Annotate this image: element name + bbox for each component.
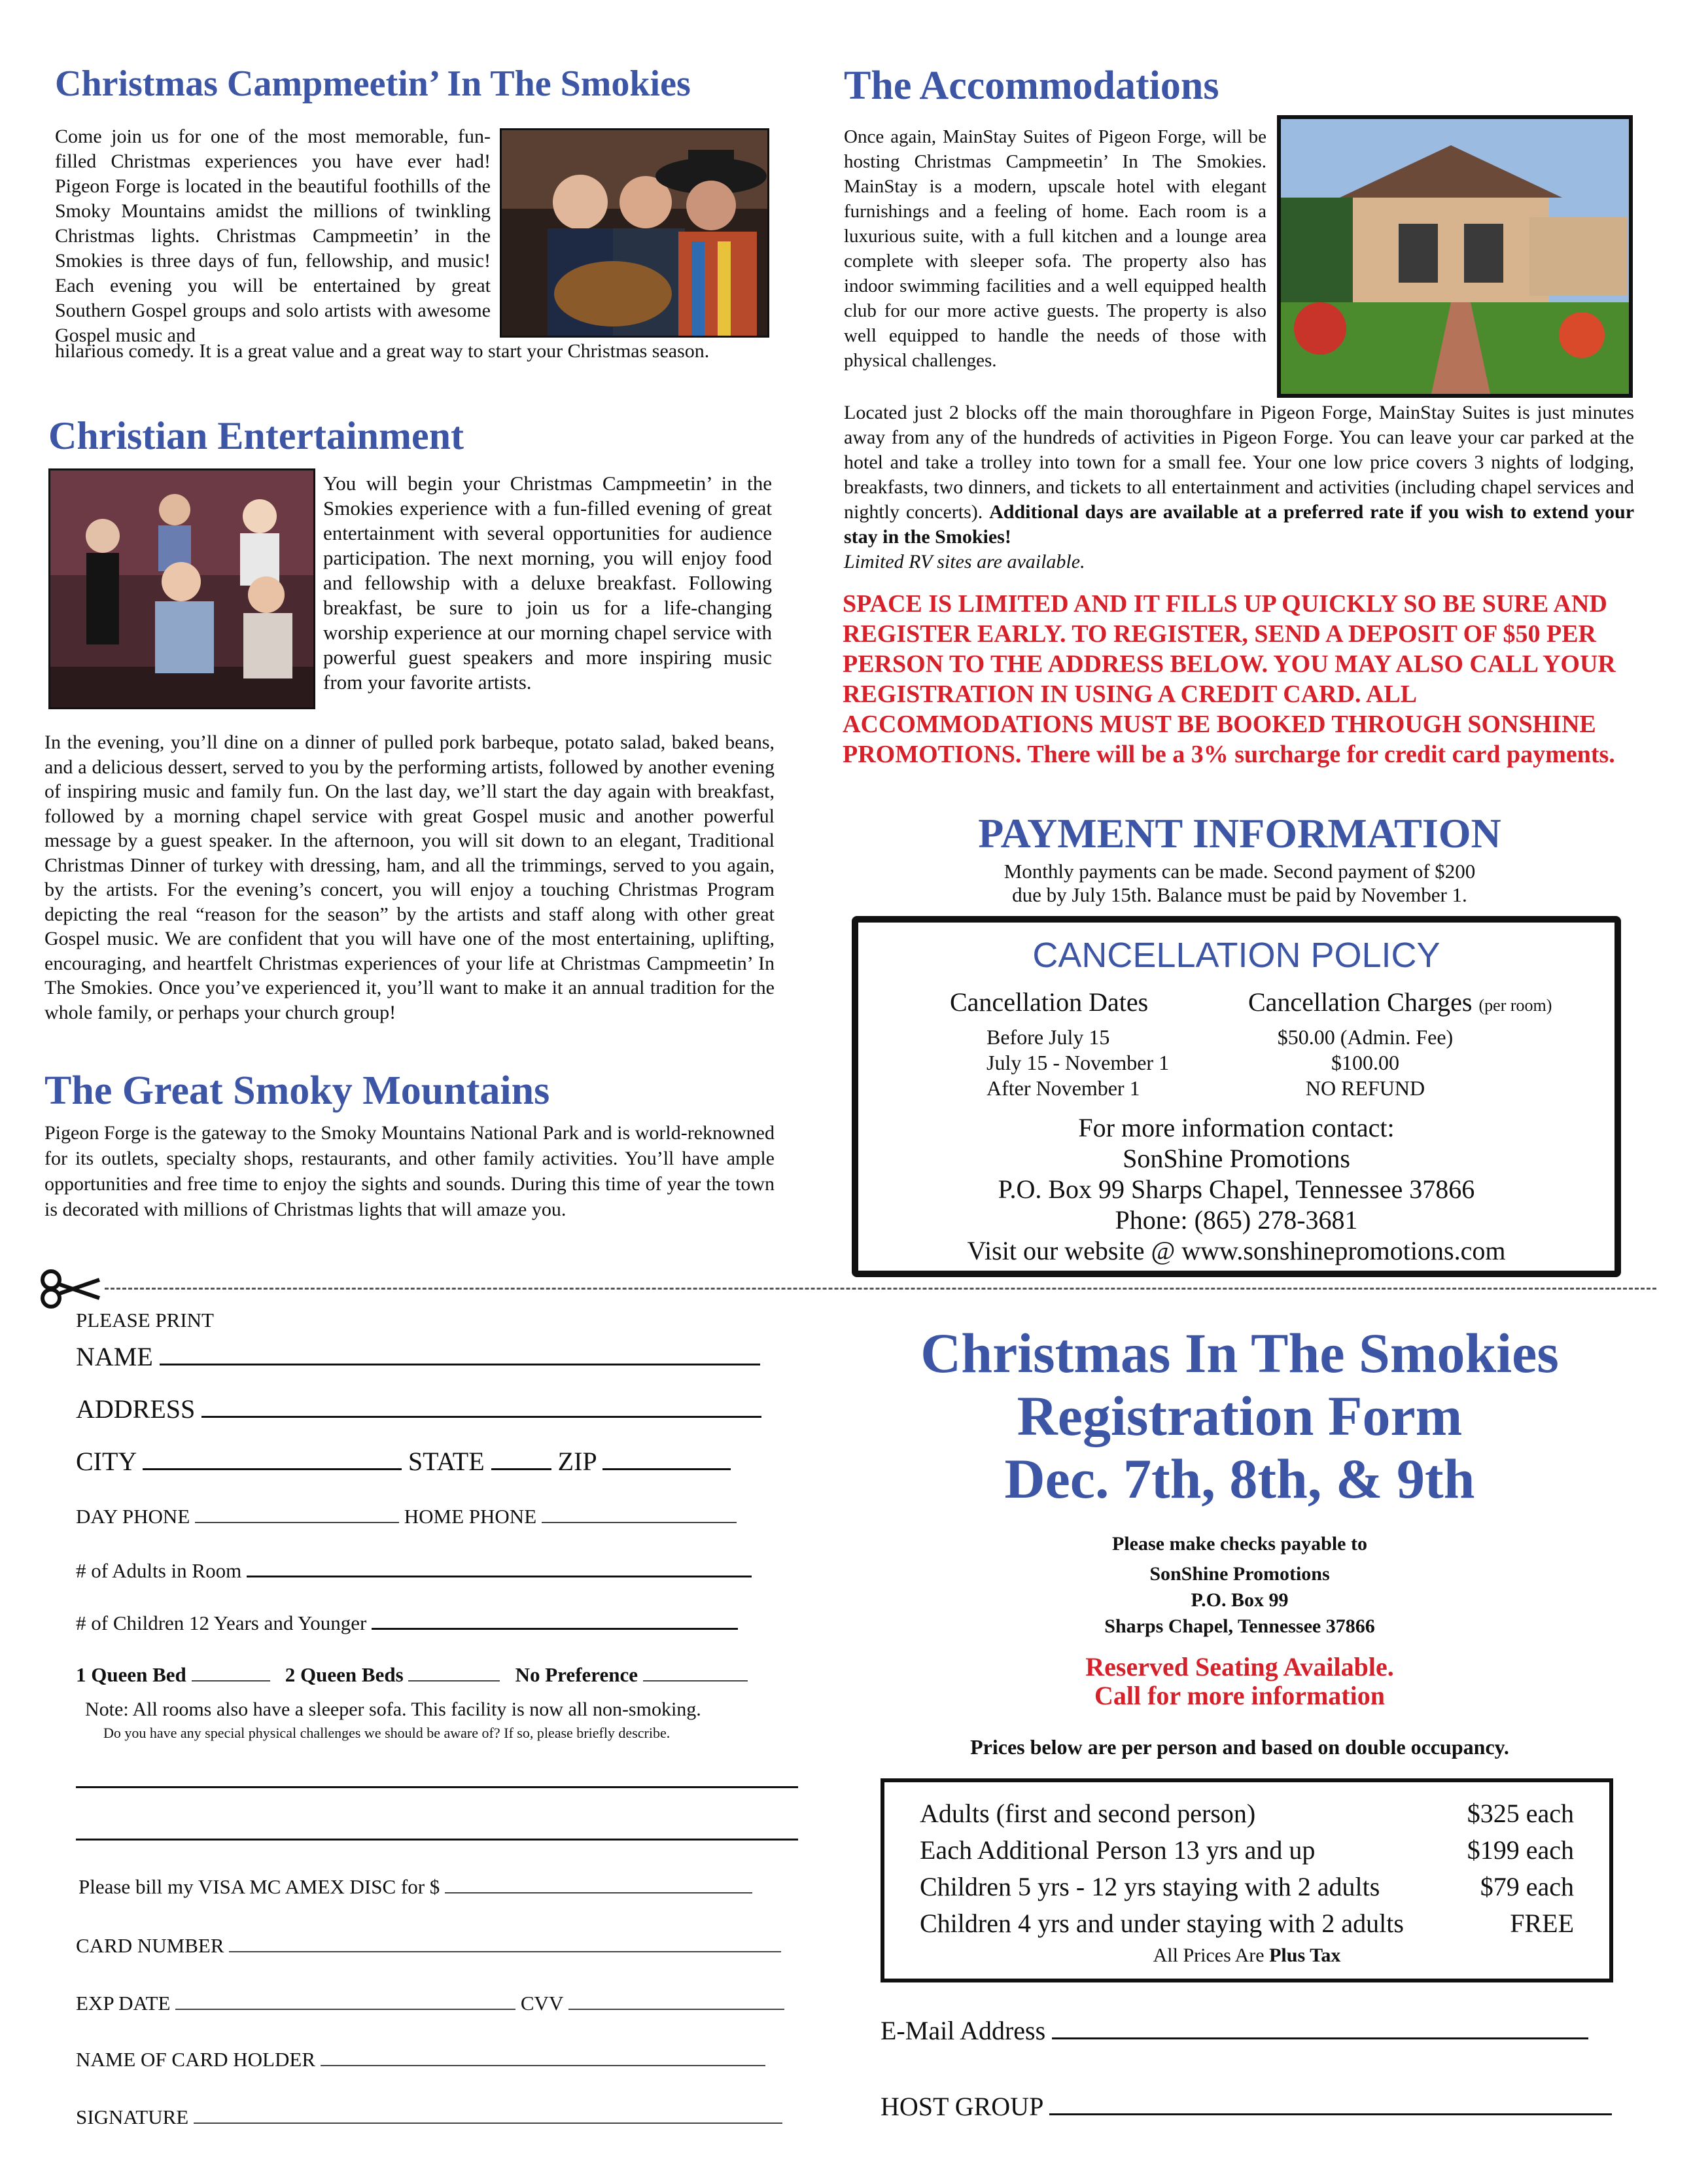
campmeetin-title: Christmas Campmeetin’ In The Smokies <box>55 63 691 104</box>
reserved-seating-line-2: Call for more information <box>1094 1681 1385 1710</box>
mountains-title: The Great Smoky Mountains <box>44 1068 550 1113</box>
registration-notice-tail: There will be a 3% surcharge for credit card payments. <box>1027 741 1615 768</box>
host-group-label: HOST GROUP <box>881 2092 1043 2121</box>
price-label: Each Additional Person 13 yrs and up <box>920 1835 1316 1865</box>
contact-company: SonShine Promotions <box>1123 1144 1350 1173</box>
host-group-input[interactable] <box>1049 2091 1612 2115</box>
cancellation-charges-list <box>1277 1025 1454 1101</box>
city-input[interactable] <box>143 1446 402 1470</box>
price-row <box>920 1869 1574 1905</box>
contact-address: P.O. Box 99 Sharps Chapel, Tennessee 37866 <box>998 1174 1475 1204</box>
day-phone-input[interactable] <box>195 1505 399 1523</box>
name-label: NAME <box>76 1342 153 1371</box>
contact-info <box>858 1112 1614 1266</box>
tax-note <box>884 1945 1609 1967</box>
price-value: $79 each <box>1480 1872 1574 1901</box>
payee-info <box>844 1531 1635 1640</box>
card-holder-label: NAME OF CARD HOLDER <box>76 2048 315 2071</box>
stage-photo <box>48 468 315 709</box>
cancellation-charge: NO REFUND <box>1305 1076 1425 1100</box>
cancellation-charge: $50.00 (Admin. Fee) <box>1277 1025 1454 1049</box>
tax-note-bold: Plus Tax <box>1269 1945 1341 1966</box>
price-row <box>920 1832 1574 1869</box>
payment-info <box>844 860 1635 907</box>
exp-cvv-field[interactable] <box>76 1992 784 2015</box>
registration-notice-caps: SPACE IS LIMITED AND IT FILLS UP QUICKLY SO BE SURE AND REGISTER EARLY. TO REGISTER, SEND A DEPOSIT OF $50 PER PERSON TO THE ADDRESS BELOW. YOU MAY ALSO CALL YOUR REGISTRATION IN USING A CREDIT CARD. ALL ACCOMMODATIONS MUST BE BOOKED THROUGH SONSHINE PROMOTIONS. <box>843 590 1616 768</box>
accommodations-title: The Accommodations <box>844 63 1219 108</box>
entertainment-body-wrap: You will begin your Christmas Campmeetin’ in the Smokies experience with a fun-filled evening of great entertainment with several opportunities for audience participation. The next morning, you will enjoy food and fellowship with a deluxe breakfast. Following breakfast, be sure to join us for a life-changing worship experience at our morning chapel service with powerful guest speakers and more inspiring music from your favorite artists. <box>323 472 772 694</box>
tax-note-prefix: All Prices Are <box>1153 1945 1265 1966</box>
signature-field[interactable] <box>76 2105 782 2129</box>
bill-amount-input[interactable] <box>445 1875 752 1893</box>
email-field[interactable] <box>881 2015 1588 2046</box>
cvv-label: CVV <box>520 1992 563 2015</box>
card-number-field[interactable] <box>76 1934 781 1958</box>
special-needs-line-1[interactable] <box>76 1786 798 1788</box>
entertainment-title: Christian Entertainment <box>48 414 464 457</box>
price-value: $199 each <box>1467 1835 1574 1865</box>
room-note: Note: All rooms also have a sleeper sofa. This facility is now all non-smoking. <box>85 1699 701 1720</box>
cancellation-charges-header <box>1248 987 1552 1017</box>
registration-title <box>844 1322 1635 1510</box>
price-label: Children 4 yrs and under staying with 2 adults <box>920 1909 1404 1938</box>
home-phone-input[interactable] <box>542 1505 737 1523</box>
address-label: ADDRESS <box>76 1394 196 1424</box>
no-preference-label: No Preference <box>515 1663 638 1686</box>
reserved-seating <box>844 1653 1635 1710</box>
host-group-field[interactable] <box>881 2091 1612 2122</box>
cancellation-dates-header: Cancellation Dates <box>950 987 1149 1017</box>
phone-field[interactable] <box>76 1505 737 1528</box>
performers-photo <box>500 128 769 338</box>
mountains-body: Pigeon Forge is the gateway to the Smoky Mountains National Park and is world-reknowned for its outlets, specialty shops, restaurants, and other family activities. You’ll have ample opportunities and free time to enjoy the sights and sounds. During this time of year the town is decorated with millions of Christmas lights that will amaze you. <box>44 1122 775 1220</box>
cancellation-dates-list <box>986 1025 1169 1101</box>
campmeetin-body-full: hilarious comedy. It is a great value and a great way to start your Christmas season. <box>55 340 710 362</box>
payment-line-1: Monthly payments can be made. Second payment of $200 <box>1004 860 1476 883</box>
payee-name: SonShine Promotions <box>1149 1563 1330 1585</box>
cut-line <box>105 1288 1656 1290</box>
please-print-label: PLEASE PRINT <box>76 1309 214 1331</box>
card-number-input[interactable] <box>229 1934 781 1952</box>
one-queen-input[interactable] <box>192 1663 270 1682</box>
price-row <box>920 1795 1574 1832</box>
registration-dates: Dec. 7th, 8th, & 9th <box>1004 1447 1475 1510</box>
zip-input[interactable] <box>602 1446 731 1470</box>
bed-preference-field[interactable] <box>76 1663 748 1687</box>
exp-date-label: EXP DATE <box>76 1992 171 2015</box>
special-needs-line-2[interactable] <box>76 1839 798 1841</box>
card-number-label: CARD NUMBER <box>76 1934 224 1957</box>
cancellation-policy-box <box>852 916 1621 1277</box>
one-queen-label: 1 Queen Bed <box>76 1663 186 1686</box>
campmeetin-body-wrap: Come join us for one of the most memorable, fun-filled Christmas experiences you have ever had! Pigeon Forge is located in the beautiful foothills of the Smoky Mountains amidst the millions of twinkling Christmas lights. Christmas Campmeetin’ in the Smokies is three days of fun, fellowship, and music! Each evening you will be entertained by great Southern Gospel groups and solo artists with awesome Gospel music and <box>55 126 491 346</box>
registration-notice <box>843 589 1635 769</box>
city-label: CITY <box>76 1447 136 1476</box>
email-label: E-Mail Address <box>881 2016 1046 2045</box>
special-needs-question: Do you have any special physical challenges we should be aware of? If so, please briefly describe. <box>103 1725 671 1741</box>
price-value: $325 each <box>1467 1799 1574 1828</box>
payee-pobox: P.O. Box 99 <box>1191 1589 1289 1611</box>
contact-phone: Phone: (865) 278-3681 <box>1115 1205 1358 1235</box>
day-phone-label: DAY PHONE <box>76 1505 190 1528</box>
home-phone-label: HOME PHONE <box>404 1505 537 1528</box>
name-field[interactable] <box>76 1341 760 1372</box>
registration-title-line-1: Christmas In The Smokies <box>920 1322 1559 1384</box>
bill-card-label: Please bill my VISA MC AMEX DISC for $ <box>79 1875 440 1898</box>
signature-input[interactable] <box>194 2105 782 2124</box>
cvv-input[interactable] <box>568 1992 784 2010</box>
contact-website[interactable]: Visit our website @ www.sonshinepromotions.com <box>967 1236 1506 1265</box>
two-queen-input[interactable] <box>408 1663 500 1682</box>
adults-label: # of Adults in Room <box>76 1559 242 1582</box>
price-row <box>920 1905 1574 1942</box>
zip-label: ZIP <box>557 1447 597 1476</box>
two-queen-label: 2 Queen Beds <box>285 1663 404 1686</box>
cancellation-date: Before July 15 <box>986 1025 1110 1049</box>
signature-label: SIGNATURE <box>76 2105 189 2128</box>
accommodations-body-italic: Limited RV sites are available. <box>844 551 1085 572</box>
contact-heading: For more information contact: <box>1078 1113 1395 1142</box>
address-input[interactable] <box>201 1394 761 1418</box>
payment-line-2: due by July 15th. Balance must be paid by November 1. <box>1012 883 1467 906</box>
hotel-photo <box>1277 115 1633 398</box>
exp-date-input[interactable] <box>175 1992 515 2010</box>
card-holder-field[interactable] <box>76 2048 765 2071</box>
no-preference-input[interactable] <box>643 1663 748 1682</box>
payee-city: Sharps Chapel, Tennessee 37866 <box>1104 1615 1375 1637</box>
accommodations-body-bold: Additional days are available at a preferred rate if you wish to extend your stay in the Smokies! <box>844 501 1635 548</box>
children-label: # of Children 12 Years and Younger <box>76 1612 367 1634</box>
children-field[interactable] <box>76 1610 738 1635</box>
state-input[interactable] <box>491 1446 551 1470</box>
scissors-icon <box>38 1269 101 1309</box>
card-holder-input[interactable] <box>321 2048 765 2066</box>
checks-payable-label: Please make checks payable to <box>1112 1533 1367 1555</box>
price-label: Children 5 yrs - 12 yrs staying with 2 adults <box>920 1872 1380 1901</box>
price-value: FREE <box>1510 1909 1574 1938</box>
entertainment-body-full: In the evening, you’ll dine on a dinner of pulled pork barbeque, potato salad, baked beans, and a delicious dessert, served to you by the performing artists, followed by another evening of inspiring music and family fun. On the last day, we’ll start the day again with breakfast, followed by a morning chapel service with great Gospel music and another powerful message by a guest speaker. In the afternoon, you will sit down to an elegant, Traditional Christmas Dinner of turkey with dressing, ham, and all the trimmings, served to you again, by the artists. For the evening’s concert, you will enjoy a touching Christmas Program depicting the real “reason for the season” by the artists and staff along with other great Gospel music. We are confident that you will have one of the most entertaining, uplifting, encouraging, and heartfelt Christmas experiences of your life at Christmas Campmeetin’ In The Smokies. Once you’ve experienced it, you’ll want to make it an annual tradition for the whole family, or perhaps your church group! <box>44 731 775 1023</box>
price-label: Adults (first and second person) <box>920 1799 1256 1828</box>
bill-card-field[interactable] <box>79 1875 752 1899</box>
cancellation-date: July 15 - November 1 <box>986 1051 1170 1074</box>
cancellation-per-room: (per room) <box>1478 996 1552 1015</box>
cancellation-charge: $100.00 <box>1331 1051 1399 1074</box>
registration-title-line-2: Registration Form <box>1017 1384 1463 1447</box>
name-input[interactable] <box>160 1341 760 1365</box>
accommodations-body-full <box>844 400 1634 574</box>
adults-field[interactable] <box>76 1557 752 1583</box>
cancellation-date: After November 1 <box>986 1076 1140 1100</box>
accommodations-body-text: Located just 2 blocks off the main thoroughfare in Pigeon Forge, MainStay Suites is just minutes away from any of the hundreds of activities in Pigeon Forge. You can leave your car parked at the hotel and take a trolley into town for a small fee. Your one low price covers 3 nights of lodging, breakfasts, two dinners, and tickets to all entertainment and activities (including chapel services and nightly concerts). <box>844 402 1634 523</box>
email-input[interactable] <box>1052 2015 1588 2039</box>
children-input[interactable] <box>372 1610 738 1630</box>
accommodations-body-wrap: Once again, MainStay Suites of Pigeon Forge, will be hosting Christmas Campmeetin’ In The Smokies. MainStay is a modern, upscale hotel with elegant furnishings and a feeling of home. Each room is a luxurious suite, with a full kitchen and a lounge area complete with sleeper sofa. The property also has indoor swimming facilities and a well equipped health club for our more active guests. The property is also well equipped to handle the needs of those with physical challenges. <box>844 126 1266 371</box>
address-field[interactable] <box>76 1394 761 1424</box>
state-label: STATE <box>408 1447 485 1476</box>
prices-note: Prices below are per person and based on double occupancy. <box>970 1735 1509 1759</box>
price-table <box>881 1778 1613 1982</box>
cancellation-title: CANCELLATION POLICY <box>1032 936 1440 975</box>
cancellation-charges-label: Cancellation Charges <box>1248 987 1473 1017</box>
adults-input[interactable] <box>247 1557 752 1577</box>
payment-title: PAYMENT INFORMATION <box>978 810 1501 856</box>
reserved-seating-line-1: Reserved Seating Available. <box>1085 1652 1394 1682</box>
city-state-zip-field[interactable] <box>76 1446 731 1477</box>
